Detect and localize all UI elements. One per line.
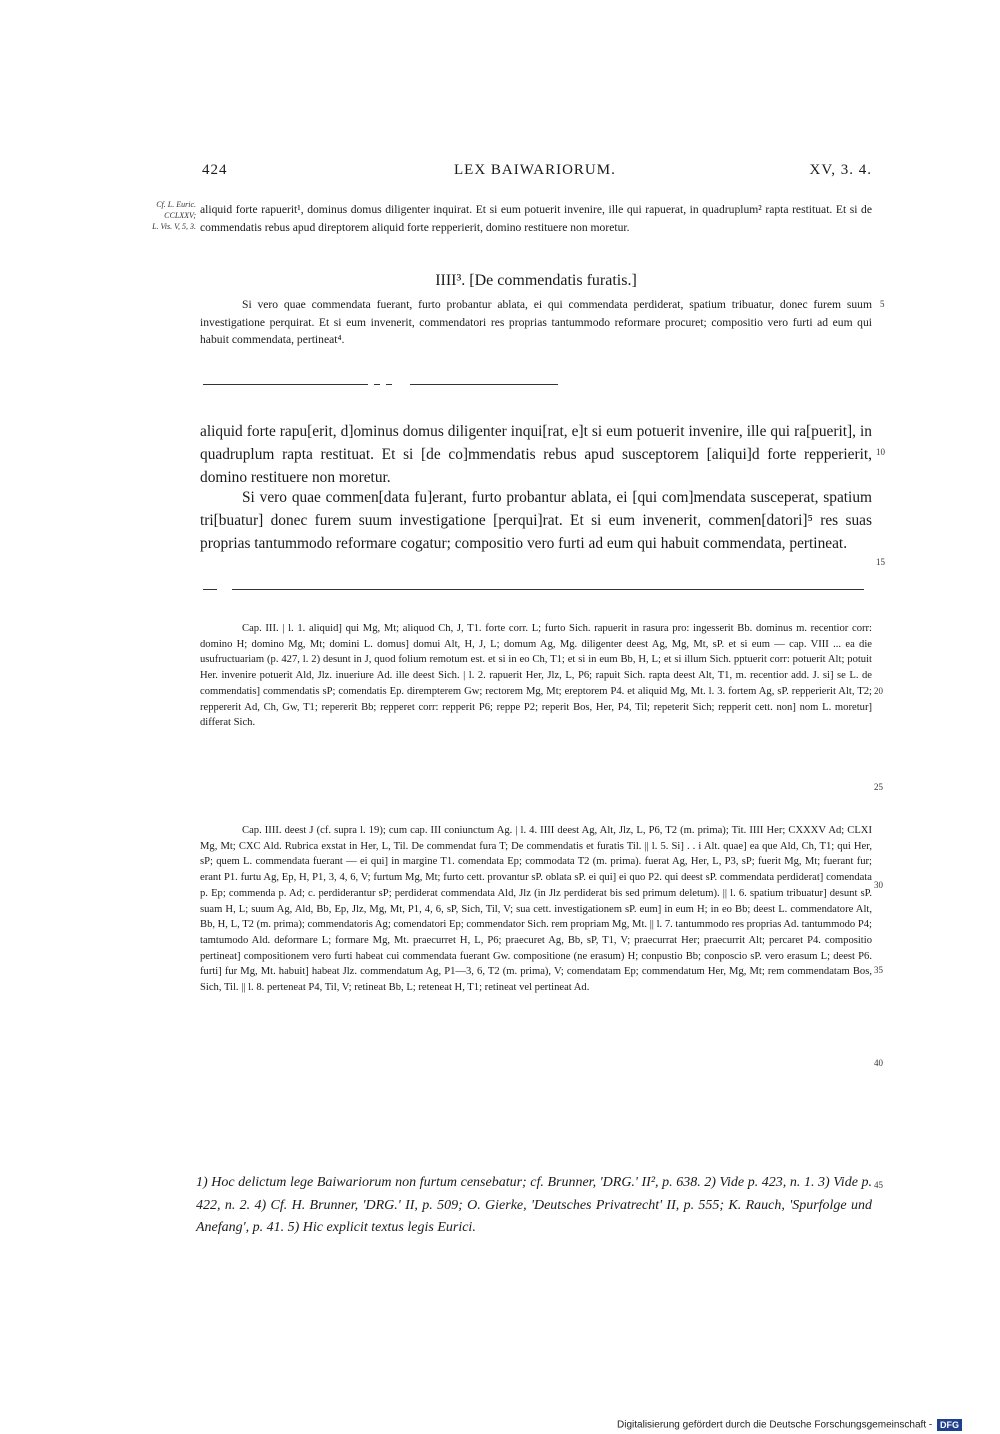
margin-reference: L. Vis. V, 5, 3. (152, 222, 196, 231)
line-number: 20 (874, 686, 883, 696)
apparatus-separator (203, 589, 217, 590)
line-number: 25 (874, 782, 883, 792)
apparatus-separator (232, 589, 864, 590)
line-number: 30 (874, 880, 883, 890)
line-number: 15 (876, 557, 885, 567)
digitization-footer (617, 1419, 962, 1431)
footer-text: Digitalisierung gefördert durch die Deutsche Forschungsgemeinschaft - (617, 1419, 933, 1431)
text-separator (386, 384, 392, 385)
line-number: 10 (876, 447, 885, 457)
euric-paragraph: Si vero quae commendata fuerant, furto probantur ablata, ei qui commendata perdiderat, spatium tribuatur, donec furem suum investigatione perquirat. Et si eum invenerit, commendatori res proprias tantummodo reformare procuret; compositio vero furti ad eum qui habuit commendata, pertineat⁴. (200, 298, 872, 346)
apparatus-paragraph: Cap. IIII. deest J (cf. supra l. 19); cum cap. III coniunctum Ag. | l. 4. IIII deest Ag, Alt, Jlz, L, P6, T2 (m. prima); Tit. IIII Her; CXXXV Ad; CLXI Mg, Mt; CXC Ald. Rubrica exstat in Her, L, Til. De commendat fura T; De commendatis et furatis Til. || l. 5. Si] . . i Alt. quae] ea que Ald, Ch, T1; qui Her, sP; quem L. commendata fuerant — ei qui] in margine T1. comendata Ep; commodata T2 (m. prima). fuerat Ag, Her, L, P3, sP; fuerit Mg, Mt; fuerant fur; erant P1. furtu Ag, Ep, H, P1, 3, 4, 6, V; furtum Mg, Mt; furto cett. provantur sP. oblata sP. ei qui] ei quo P2. qui deest sP. commendata perdiderat] comendata p. Ep; commenda p. Ad; c. perdiderantur sP; perdiderat commendata Ald, Jlz (in Jlz perdiderat bis sed primum deletum). || l. 6. spatium tribuatur] desunt sP. suam H, L; suum Ag, Ald, Bb, Ep, Jlz, Mg, Mt, P1, 4, 6, sP, Sich, Til, V; sua cett. investigationem sP. eum] in eum H; in eo Bb; deest L. commendatore Alt, Bb, H, L, T2 (m. prima); commendatoris Ag; comendatori Ep; commendator Sich. rem propriam Mg, Mt. || l. 7. tantummodo res proprias Ad. tantummodo P4; tamtumodo Ald. deformare L; formare Mg, Mt. praecurret H, L, P6; praecuret Ag, Bb, sP, T1, V; praecurrat Her; praecurrit Alt; percaret P4. compositio pertineat] compositionem vero furti habeat cui commendata fuerant Gw. compositione (ne erasum) H; conpustio Bb; conposcio sP. vero erasum L; deest P6. furti] fur Mg, Mt. habuit] habeat Jlz. commendatum Ag, P1—3, 6, T2 (m. prima), V; comendatam Ep; commendatum Her, Mg, Mt; rem commendatam Bos, Sich, Til. || l. 8. perteneat P4, Til, V; retineat Bb, L; reteneat H, T1; retineat vel pertineat Ad. (200, 825, 872, 994)
line-number: 5 (880, 299, 885, 309)
margin-reference: Cf. L. Euric. CCLXXV; (156, 200, 196, 220)
apparatus-paragraph: Cap. III. | l. 1. aliquid] qui Mg, Mt; aliquod Ch, J, T1. forte corr. L; furto Sich. rapuerit in rasura pro: ingesserit Bb. dominus m. recentior corr: domino H; domino Mg, Mt; domini L. domus] domui Alt, H, J, L; domum Ag, Mg. diligenter deest Ag, Mg, Mt, sP. et si eum — cap. VIII ... ea die usufructuariam (p. 427, l. 2) desunt in J, quod folium remotum est. et si in eo Ch, T1; et si in eum Bb, H, L; et si illum Sich. pptuerit corr: potuerit Alt; potuit Her. invenire potuerit Ald, Jlz. inueriure Ad. ille deest Sich. | l. 2. rapuerit Her, Jlz, L, P6; rapuit Sich. rapta deest Alt, T1, m. recentior add. J. si] se L. de commendatis] commendatis sP; comendatis Ep. dirempterem Gw; rectorem Mg, Mt; ereptorem P4. et aliquid Mg, Mt. l. 3. fortem Ag, sP. repperierit Alt, T2; reppererit Ad, Ch, Gw, T1; repererit Bb; repperet corr: repperit P6; reppe P2; reperit Bos, Her, P4, Til; repeterit Sich; repperit cett. non] nom L. moretur] differat Sich. (200, 623, 872, 729)
dfg-logo: DFG (937, 1419, 962, 1431)
running-title: LEX BAIWARIORUM. (454, 162, 616, 178)
footnotes: 1) Hoc delictum lege Baiwariorum non furtum censebatur; cf. Brunner, 'DRG.' II², p. 638. 2) Vide p. 423, n. 1. 3) Vide p. 422, n. 2. 4) Cf. H. Brunner, 'DRG.' II, p. 509; O. Gierke, 'Deutsches Privatrecht' II, p. 555; K. Rauch, 'Spurfolge und Anefang', p. 41. 5) Hic explicit textus legis Eurici. (196, 1175, 872, 1236)
line-number: 45 (874, 1180, 883, 1190)
text-separator (374, 384, 380, 385)
chapter-heading: IIII³. [De commendatis furatis.] (435, 272, 637, 289)
line-number: 35 (874, 965, 883, 975)
main-paragraph: Si vero quae commen[data fu]erant, furto probantur ablata, ei [qui com]mendata susceperat, spatium tri[buatur] donec furem suum investigatione [perqui]rat. Et si eum invenerit, commen[datori]⁵ res suas proprias tantummodo reformare cogatur; compositio vero furti ad eum qui habuit commendata, pertineat. (200, 489, 872, 552)
text-separator (203, 384, 368, 385)
euric-paragraph: aliquid forte rapuerit¹, dominus domus diligenter inquirat. Et si eum potuerit invenire, ille qui rapuerat, in quadruplum² rapta restituat. Et si de commendatis rebus apud direptorem aliquid forte repperierit, domino restituere non moretur. (200, 203, 872, 234)
line-number: 40 (874, 1058, 883, 1068)
section-reference: XV, 3. 4. (809, 162, 872, 178)
text-separator (410, 384, 558, 385)
page-number: 424 (202, 162, 228, 178)
main-paragraph: aliquid forte rapu[erit, d]ominus domus diligenter inqui[rat, e]t si eum potuerit invenire, ille qui ra[puerit], in quadruplum rapta restituat. Et si [de co]mmendatis rebus apud susceptorem [aliqui]d forte repperierit, domino restituere non moretur. (200, 423, 872, 486)
